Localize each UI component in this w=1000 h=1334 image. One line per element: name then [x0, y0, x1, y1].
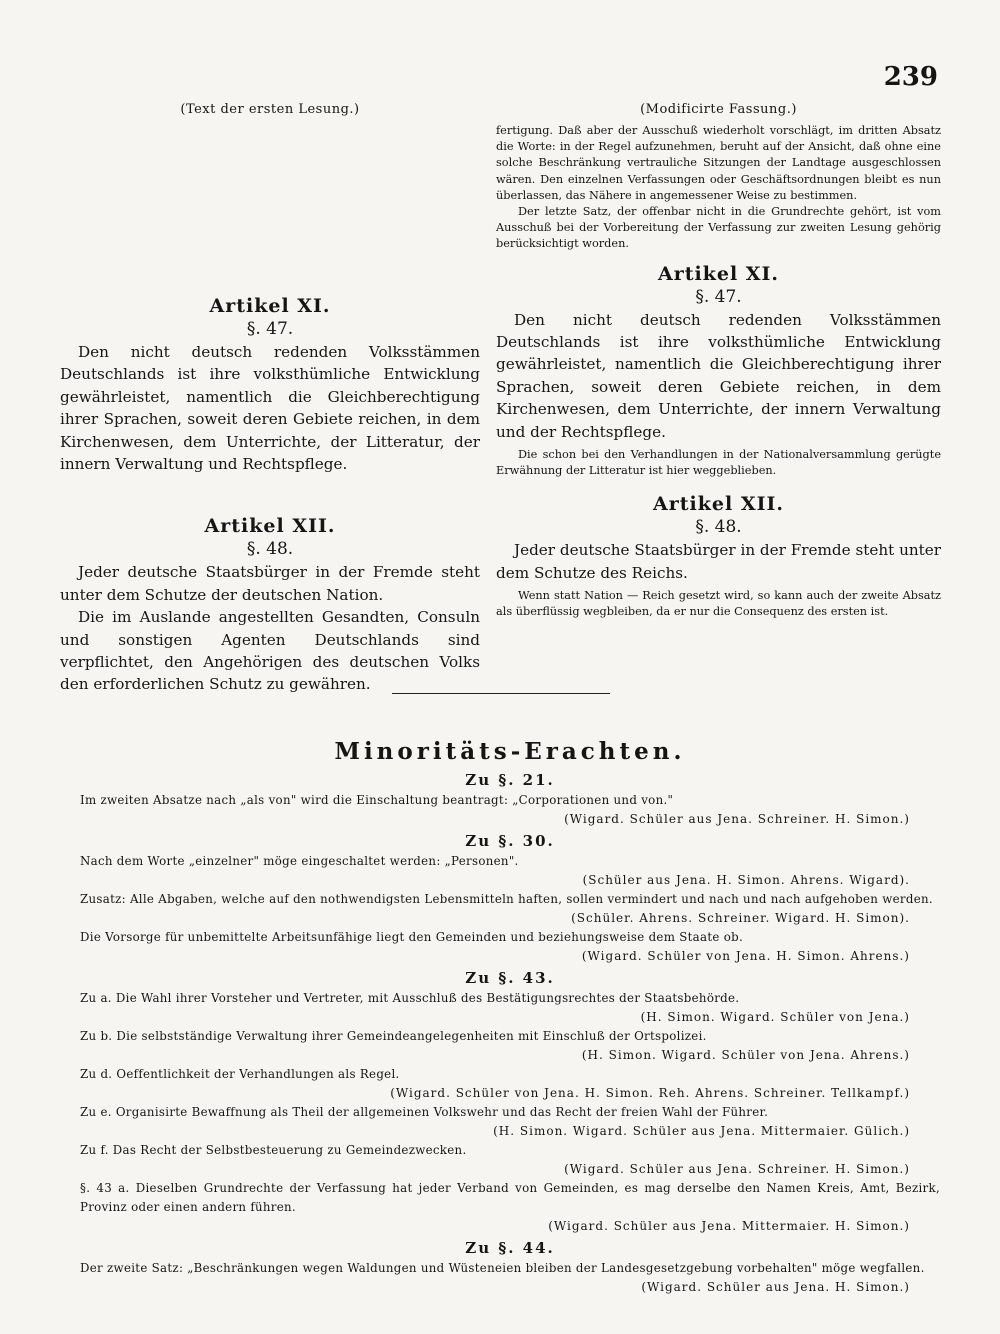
left-article-12-title: Artikel XII. [204, 515, 336, 538]
left-article-11-title: Artikel XI. [209, 295, 331, 317]
heading-zu-21: Zu §. 21. [465, 771, 555, 789]
right-intro-text: fertigung. Daß aber der Ausschuß wiederholt vorschlägt, im dritten Absatz die Worte: in der Regel aufzunehmen, beruht auf der Ansicht, daß ohne eine solche Beschränkung vertrauliche Sitzungen der Landtage ausgeschlossen wären. Den einzelnen Verfassungen oder Geschäftsordnungen bleibt es nun überlassen, das Nähere in angemessener Weise zu bestimmen. [496, 124, 941, 202]
s44-signatories: (Wigard. Schüler aus Jena. H. Simon.) [641, 1280, 910, 1294]
s44-text: Der zweite Satz: „Beschränkungen wegen Waldungen und Wüsteneien bleiben der Landesgesetzgebung vorbehalten" möge wegfallen. [80, 1261, 925, 1275]
right-intro-note: Der letzte Satz, der offenbar nicht in die Grundrechte gehört, ist vom Ausschuß bei der Vorbereitung der Verfassung zur zweiten Lesung gehörig berücksichtigt worden. [496, 205, 941, 251]
right-article-11-note: Die schon bei den Verhandlungen in der Nationalversammlung gerügte Erwähnung der Litteratur ist hier weggeblieben. [496, 448, 941, 478]
right-paragraph-47: §. 47. [695, 286, 742, 307]
left-article-12-text-1: Jeder deutsche Staatsbürger in der Fremde steht unter dem Schutze der deutschen Nation. [60, 563, 480, 604]
right-article-11-text: Den nicht deutsch redenden Volksstämmen Deutschlands ist ihre volksthümliche Entwicklung gewährleistet, namentlich die Gleichberechtigung ihrer Sprachen, soweit deren Gebiete reichen, in dem Kirchenwesen, dem Unterrichte, der innern Verwaltung und der Rechtspflege. [496, 310, 941, 441]
minority-opinions [80, 738, 940, 1297]
right-column-heading: (Modificirte Fassung.) [640, 102, 797, 117]
s43-b: Zu b. Die selbstständige Verwaltung ihrer Gemeindeangelegenheiten mit Einschluß der Ortspolizei. [80, 1029, 707, 1043]
right-article-12-title: Artikel XII. [653, 493, 784, 516]
left-paragraph-48: §. 48. [246, 539, 294, 560]
left-article-11-text: Den nicht deutsch redenden Volksstämmen Deutschlands ist ihre volksthümliche Entwicklung gewährleistet, namentlich die Gleichberechtigung ihrer Sprachen, soweit deren Gebiete reichen, in dem Kirchenwesen, dem Unterrichte, der Litteratur, der innern Verwaltung und Rechtspflege. [60, 343, 480, 474]
s30-text: Nach dem Worte „einzelner" möge eingeschaltet werden: „Personen". [80, 854, 519, 868]
heading-zu-43: Zu §. 43. [465, 969, 555, 987]
heading-zu-44: Zu §. 44. [465, 1239, 555, 1257]
left-article-12-text-2: Die im Auslande angestellten Gesandten, Consuln und sonstigen Agenten Deutschlands sind verpflichtet, den Angehörigen des deutschen Volks den erforderlichen Schutz zu gewähren. [60, 608, 480, 694]
left-column [60, 102, 480, 696]
s30-zusatz: Zusatz: Alle Abgaben, welche auf den nothwendigsten Lebensmitteln haften, sollen vermindert und nach und nach aufgehoben werden. [80, 892, 933, 906]
s30-vorsorge-signatories: (Wigard. Schüler von Jena. H. Simon. Ahrens.) [581, 949, 910, 963]
page-number: 239 [883, 62, 938, 92]
s43-e-signatories: (H. Simon. Wigard. Schüler aus Jena. Mittermaier. Gülich.) [493, 1124, 910, 1138]
right-article-12-text: Jeder deutsche Staatsbürger in der Fremde steht unter dem Schutze des Reichs. [496, 541, 941, 582]
s43-a-signatories: (H. Simon. Wigard. Schüler von Jena.) [640, 1010, 910, 1024]
minority-title: Minoritäts-Erachten. [334, 738, 686, 765]
s43-e: Zu e. Organisirte Bewaffnung als Theil der allgemeinen Volkswehr und das Recht der freien Wahl der Führer. [80, 1105, 769, 1119]
left-column-heading: (Text der ersten Lesung.) [180, 102, 360, 117]
s30-zusatz-signatories: (Schüler. Ahrens. Schreiner. Wigard. H. Simon). [571, 911, 910, 925]
s43-f-signatories: (Wigard. Schüler aus Jena. Schreiner. H. Simon.) [564, 1162, 910, 1176]
s43-a: Zu a. Die Wahl ihrer Vorsteher und Vertreter, mit Ausschluß des Bestätigungsrechtes der Staatsbehörde. [80, 991, 740, 1005]
s30-signatories: (Schüler aus Jena. H. Simon. Ahrens. Wigard). [582, 873, 910, 887]
s21-text: Im zweiten Absatze nach „als von" wird die Einschaltung beantragt: „Corporationen und von." [80, 793, 674, 807]
s43a-signatories: (Wigard. Schüler aus Jena. Mittermaier. H. Simon.) [548, 1219, 910, 1233]
s43a-text: §. 43 a. Dieselben Grundrechte der Verfassung hat jeder Verband von Gemeinden, es mag derselbe den Namen Kreis, Amt, Bezirk, Provinz oder einen andern führen. [80, 1181, 940, 1214]
right-article-11-title: Artikel XI. [657, 262, 780, 285]
right-column [496, 102, 941, 621]
s43-d: Zu d. Oeffentlichkeit der Verhandlungen als Regel. [80, 1067, 400, 1081]
s30-vorsorge: Die Vorsorge für unbemittelte Arbeitsunfähige liegt den Gemeinden und beziehungsweise dem Staate ob. [80, 930, 744, 944]
s43-f: Zu f. Das Recht der Selbstbesteuerung zu Gemeindezwecken. [80, 1143, 467, 1157]
section-divider [392, 693, 610, 694]
right-article-12-note: Wenn statt Nation — Reich gesetzt wird, so kann auch der zweite Absatz als überflüssig wegbleiben, da er nur die Consequenz des ersten ist. [496, 589, 941, 619]
s21-signatories: (Wigard. Schüler aus Jena. Schreiner. H. Simon.) [564, 812, 910, 826]
heading-zu-30: Zu §. 30. [465, 832, 555, 850]
s43-b-signatories: (H. Simon. Wigard. Schüler von Jena. Ahrens.) [581, 1048, 910, 1062]
right-paragraph-48: §. 48. [695, 517, 742, 538]
left-paragraph-47: §. 47. [246, 319, 294, 339]
s43-d-signatories: (Wigard. Schüler von Jena. H. Simon. Reh. Ahrens. Schreiner. Tellkampf.) [390, 1086, 910, 1100]
